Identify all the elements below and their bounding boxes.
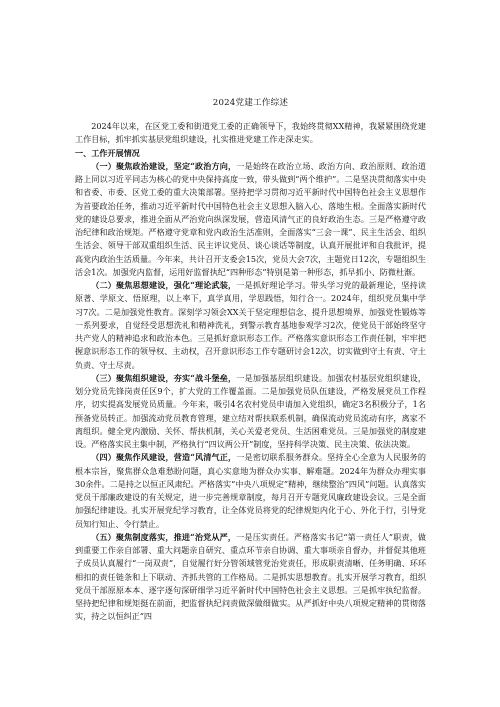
item-text: 一是压实责任。严格落实书记“第一责任人”职责，做到重要工作亲自部署、重大问题亲自研究、重点环节亲自协调、重大事项亲自督办，并督促其他班子成员认真履行“一岗双责”，自觉履行好分管领域管党治党责任，形成职责清晰、任务明确、环环相扣的责任链条和上下联动、齐抓共管的工作格局。二是抓实思想教育。扎实开展学习教育，组织党员干部原原本本、逐字逐句深研细学习近平新时代中国特色社会主义思想。三是抓牢执纪监督。坚持把纪律和规矩挺在前面，把监督执纪问责做深做细做实。从严抓好中央八项规定精神的贯彻落实，持之以恒纠正“四 (75, 531, 426, 622)
item-paragraph (75, 451, 426, 531)
item-paragraph (75, 531, 426, 624)
item-text: 一是抓好理论学习。带头学习党的最新理论，坚持读原著、学原文、悟原理，以上率下，真学真用，学思践悟，知行合一。2024年，组织党员集中学习7次。二是加强党性教育。深刻学习领会XX关于坚定理想信念、提升思想境界、加强党性锻炼等一系列要求，自觉经受思想洗礼和精神洗礼，到警示教育基地参观学习2次，使党员干部始终坚守共产党人的精神追求和政治本色。三是抓好意识形态工作。严格落实意识形态工作责任制，牢牢把握意识形态工作的领导权、主动权，召开意识形态工作专题研讨会12次，切实做到守土有责、守土负责、守土尽责。 (75, 280, 426, 370)
item-lead: （一）聚焦政治建设，坚定“政治方向， (91, 160, 237, 171)
item-lead: （二）聚焦思想建设，强化“理论武装， (91, 280, 237, 290)
document-title: 2024党建工作综述 (212, 98, 289, 108)
item-lead: （三）聚焦组织建设，夯实“战斗堡垒， (91, 372, 237, 383)
item-paragraph (75, 279, 426, 372)
item-paragraph (75, 372, 426, 452)
item-text: 一是加强基层组织建设。加强农村基层党组织建设，划分党员先锋岗责任区9个，扩大党的工作覆盖面。二是加强党员队伍建设，严格发展党员工作程序，切实提高发展党员质量。今年来，吸引4名农村党员申请加入党组织，确定3名积极分子，1名预备党员转正。加强流动党员教育管理，建立结对帮扶联系机制，确保流动党员流动有序，离家不离组织。健全党内激励、关怀、帮扶机制，关心关爱老党员、生活困难党员。三是加强党的制度建设。严格落实民主集中制，严格执行“四议两公开”制度，坚持科学决策、民主决策、依法决策。 (75, 372, 426, 449)
item-text: 一是始终在政治立场、政治方向、政治原则、政治道路上同以习近平同志为核心的党中央保持高度一致，带头做到“两个维护”。二是坚决贯彻落实中央和省委、市委、区党工委的重大决策部署。坚持把学习贯彻习近平新时代中国特色社会主义思想作为首要政治任务，推动习近平新时代中国特色社会主义思想入脑入心、落地生根。全面落实新时代党的建设总要求，推进全面从严治党向纵深发展，营造风清气正的良好政治生态。三是严格遵守政治纪律和政治规矩。严格遵守党章和党内政治生活准则，全面落实“三会一课”、民主生活会、组织生活会、领导干部双重组织生活、民主评议党员、谈心谈话等制度，认真开展批评和自我批评，提高党内政治生活质量。今年来，共计召开支委会15次，党员大会7次，主题党日12次，专题组织生活会1次。加强党内监督，运用好监督执纪“四种形态”特别是第一种形态，抓早抓小、防微杜渐。 (75, 160, 426, 277)
document-body (75, 120, 426, 624)
item-text: 一是密切联系服务群众。坚持全心全意为人民服务的根本宗旨，聚焦群众急难愁盼问题，真心实意地为群众办实事、解难题。2024年为群众办理实事30余件。二是持之以恒正风肃纪。严格落实“中央八项规定”精神，继续整治“四风”问题。认真落实党员干部廉政建设的有关规定，进一步完善规章制度，每月召开专题党风廉政建设会议。三是全面加强纪律建设。扎实开展党纪学习教育，让全体党员将党的纪律规矩内化于心、外化于行，引导党员知行知止、令行禁止。 (75, 452, 426, 529)
item-paragraph (75, 160, 426, 279)
item-lead: （四）聚焦作风建设，营造“风清气正， (91, 452, 237, 463)
item-lead: （五）聚焦制度落实，推进“治党从严， (91, 531, 237, 542)
intro-paragraph: 2024年以来，在区党工委和街道党工委的正确领导下，我始终贯彻XX精神，我紧紧围绕党建工作目标，抓牢抓实基层党组织建设，扎实推进党建工作走深走实。 (75, 121, 426, 145)
section-heading: 一、工作开展情况 (75, 147, 140, 158)
